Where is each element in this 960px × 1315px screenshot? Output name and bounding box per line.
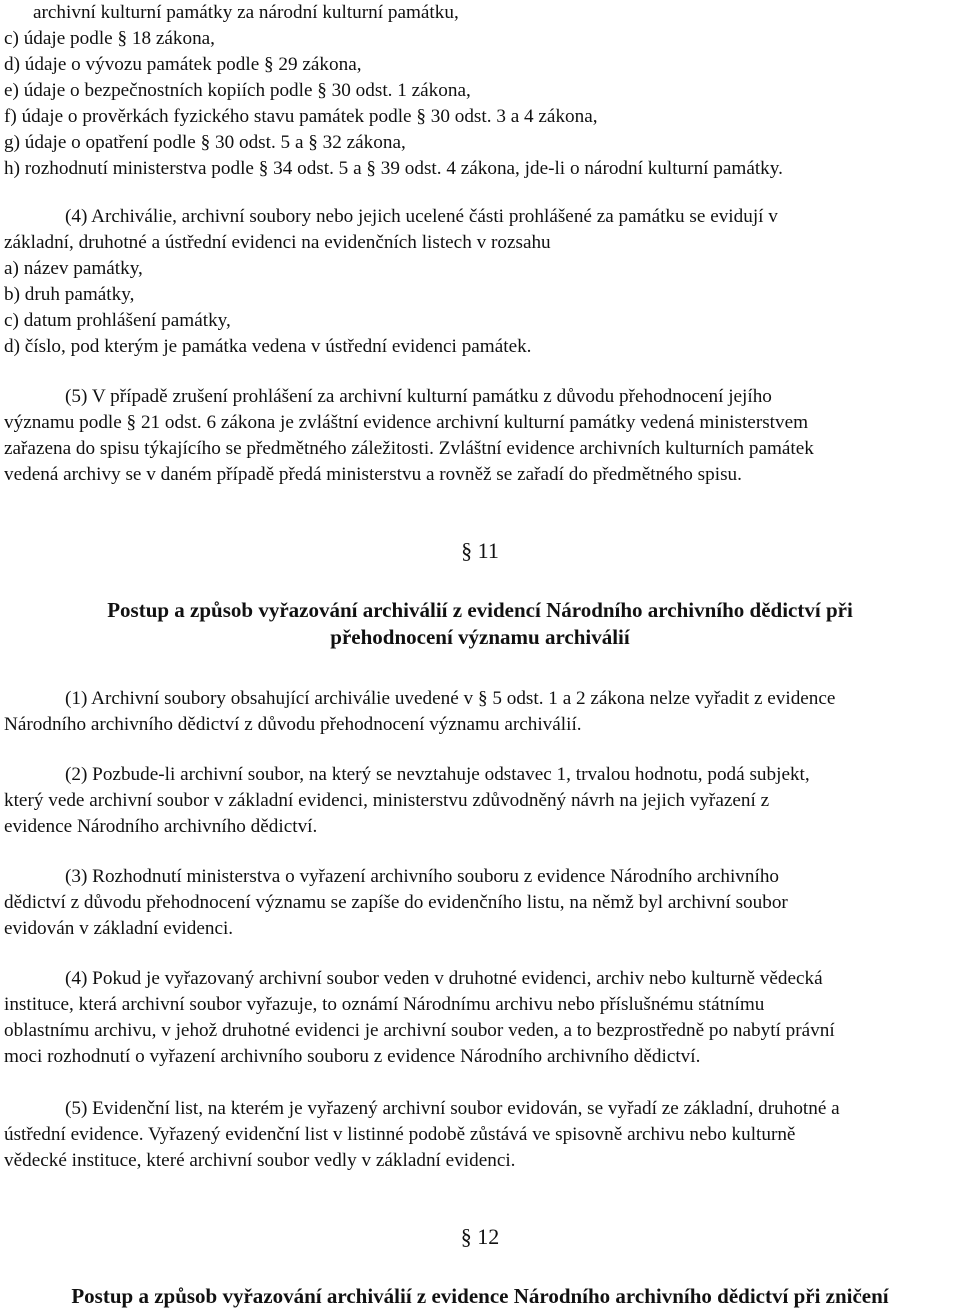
paragraph-line: (2) Pozbude-li archivní soubor, na který se nevztahuje odstavec 1, trvalou hodnotu, podá subjekt, — [65, 764, 810, 785]
paragraph-line: vědecké instituce, které archivní soubor vedly v základní evidenci. — [4, 1150, 516, 1171]
paragraph-line: základní, druhotné a ústřední evidenci na evidenčních listech v rozsahu — [4, 232, 551, 253]
paragraph-line: (5) V případě zrušení prohlášení za archivní kulturní památku z důvodu přehodnocení jejího — [65, 386, 772, 407]
paragraph-line: který vede archivní soubor v základní evidenci, ministerstvu zdůvodněný návrh na jejich vyřazení z — [4, 790, 770, 811]
list-item: b) druh památky, — [4, 284, 135, 305]
paragraph-line: (4) Pokud je vyřazovaný archivní soubor veden v druhotné evidenci, archiv nebo kulturně vědecká — [65, 968, 823, 989]
list-item: g) údaje o opatření podle § 30 odst. 5 a § 32 zákona, — [4, 132, 406, 153]
list-item: d) číslo, pod kterým je památka vedena v ústřední evidenci památek. — [4, 336, 532, 357]
section-heading: Postup a způsob vyřazování archiválií z evidence Národního archivního dědictví při zničení — [71, 1284, 889, 1308]
section-heading: Postup a způsob vyřazování archiválií z evidencí Národního archivního dědictví při — [107, 598, 853, 622]
list-item: d) údaje o vývozu památek podle § 29 zákona, — [4, 54, 362, 75]
paragraph-line: (4) Archiválie, archivní soubory nebo jejich ucelené části prohlášené za památku se evidují v — [65, 206, 778, 227]
paragraph-line: instituce, která archivní soubor vyřazuje, to oznámí Národnímu archivu nebo příslušnému státnímu — [4, 994, 765, 1015]
paragraph-line: dědictví z důvodu přehodnocení významu se zapíše do evidenčního listu, na němž byl archivní soubor — [4, 892, 788, 913]
paragraph-line: ústřední evidence. Vyřazený evidenční list v listinné podobě zůstává ve spisovně archivu nebo kulturně — [4, 1124, 796, 1145]
paragraph-line: evidován v základní evidenci. — [4, 918, 234, 939]
section-number: § 12 — [460, 1224, 500, 1249]
paragraph-line: vedená archivy se v daném případě předá ministerstvu a rovněž se zařadí do předmětného spisu. — [4, 464, 742, 485]
list-item: a) název památky, — [4, 258, 143, 279]
section-heading: přehodnocení významu archiválií — [330, 625, 630, 649]
paragraph-line: Národního archivního dědictví z důvodu přehodnocení významu archiválií. — [4, 714, 582, 735]
list-item: c) datum prohlášení památky, — [4, 310, 231, 331]
paragraph-line: (5) Evidenční list, na kterém je vyřazený archivní soubor evidován, se vyřadí ze základní, druhotné a — [65, 1098, 840, 1119]
paragraph-line: významu podle § 21 odst. 6 zákona je zvláštní evidence archivní kulturní památky vedená ministerstvem — [4, 412, 809, 433]
list-item: e) údaje o bezpečnostních kopiích podle § 30 odst. 1 zákona, — [4, 80, 471, 101]
paragraph-line: (3) Rozhodnutí ministerstva o vyřazení archivního souboru z evidence Národního archivního — [65, 866, 780, 887]
paragraph-line: oblastnímu archivu, v jehož druhotné evidenci je archivní soubor veden, a to bezprostředně po nabytí právní — [4, 1020, 835, 1041]
list-item: c) údaje podle § 18 zákona, — [4, 28, 215, 49]
section-number: § 11 — [461, 538, 499, 563]
list-item: h) rozhodnutí ministerstva podle § 34 odst. 5 a § 39 odst. 4 zákona, jde-li o národní kulturní památky. — [4, 158, 783, 179]
paragraph-line: (1) Archivní soubory obsahující archiválie uvedené v § 5 odst. 1 a 2 zákona nelze vyřadit z evidence — [65, 688, 836, 709]
paragraph-line: moci rozhodnutí o vyřazení archivního souboru z evidence Národního archivního dědictví. — [4, 1046, 701, 1067]
text-line: archivní kulturní památky za národní kulturní památku, — [33, 2, 459, 23]
list-item: f) údaje o prověrkách fyzického stavu památek podle § 30 odst. 3 a 4 zákona, — [4, 106, 598, 127]
paragraph-line: zařazena do spisu týkajícího se předmětného záležitosti. Zvláštní evidence archivních kulturních památek — [4, 438, 814, 459]
paragraph-line: evidence Národního archivního dědictví. — [4, 816, 318, 837]
